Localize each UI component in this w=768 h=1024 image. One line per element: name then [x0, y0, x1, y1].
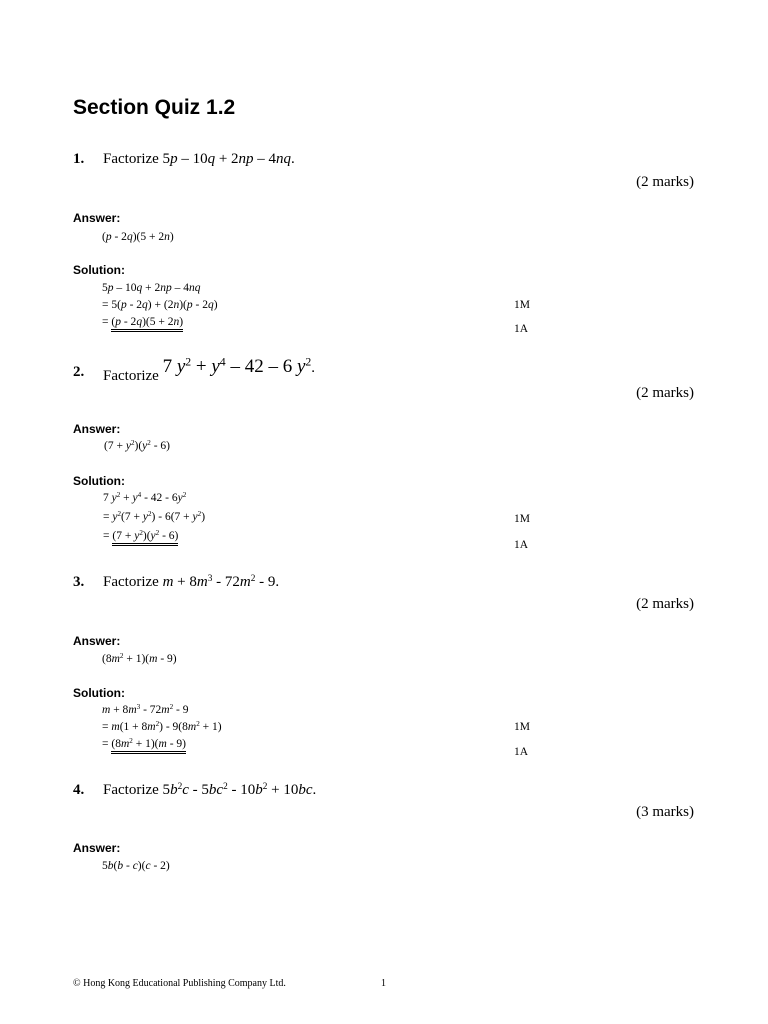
solution-line: = $(7 + y^2)(y^2 - 6)$	[103, 530, 178, 542]
answer-text: (p - 2q)(5 + 2n)	[102, 231, 174, 243]
marks-label: (2 marks)	[636, 596, 694, 612]
question-text	[103, 151, 295, 168]
solution-label: Solution:	[73, 263, 125, 277]
accuracy-mark: 1A	[514, 539, 529, 551]
solution-line: 5p – 10q + 2np – 4nq	[102, 282, 201, 294]
method-mark: 1M	[514, 721, 530, 733]
answer-label: Answer:	[73, 211, 121, 225]
solution-line: $m + 8m^3 - 72m^2 - 9$	[102, 703, 189, 716]
page-title: Section Quiz 1.2	[73, 96, 236, 119]
question-number: 1.	[73, 151, 85, 167]
question-number: 3.	[73, 574, 85, 590]
solution-line: = (p - 2q)(5 + 2n)	[102, 316, 183, 328]
accuracy-mark: 1A	[514, 323, 529, 335]
method-mark: 1M	[514, 513, 530, 525]
marks-label: (2 marks)	[636, 174, 694, 190]
question-text: Factorize 7 $y^2 + y^4 - 42 - 6$ $y^2$.	[103, 355, 316, 384]
question-number: 4.	[73, 782, 85, 798]
solution-line: = $m(1 + 8m^2) - 9(8m^2 + 1)$	[102, 720, 222, 733]
question-text: Factorize $m + 8m^3 - 72m^2 - 9$.	[103, 573, 280, 590]
page-number: 1	[381, 978, 386, 989]
accuracy-mark: 1A	[514, 746, 529, 758]
answer-text: $(8m^2 + 1)(m - 9)$	[102, 652, 177, 665]
footer-copyright: © Hong Kong Educational Publishing Company Ltd.	[73, 978, 286, 989]
solution-line: = $(8m^2 + 1)(m - 9)$	[102, 738, 186, 750]
answer-label: Answer:	[73, 841, 121, 855]
answer-text: $(7 + y^2)(y^2 - 6)$	[104, 439, 171, 452]
solution-line: = 5(p - 2q) + (2n)(p - 2q)	[102, 299, 218, 311]
question-number: 2.	[73, 364, 85, 380]
method-mark: 1M	[514, 299, 530, 311]
marks-label: (3 marks)	[636, 804, 694, 820]
marks-label: (2 marks)	[636, 385, 694, 401]
question-text: Factorize $5b^2c - 5bc^2 - 10b^2 + 10bc$.	[103, 781, 317, 798]
answer-label: Answer:	[73, 634, 121, 648]
solution-line: 7 $y^2 + y^4 - 42 - 6y^2$	[103, 491, 187, 504]
solution-label: Solution:	[73, 474, 125, 488]
answer-label: Answer:	[73, 422, 121, 436]
answer-text: 5b(b - c)(c - 2)	[102, 860, 170, 872]
solution-line: = $y^2(7 + y^2) - 6(7 + y^2)$	[103, 510, 206, 523]
question-text-content: Factorize 5p – 10q + 2np – 4nq.	[103, 151, 295, 167]
solution-label: Solution:	[73, 686, 125, 700]
